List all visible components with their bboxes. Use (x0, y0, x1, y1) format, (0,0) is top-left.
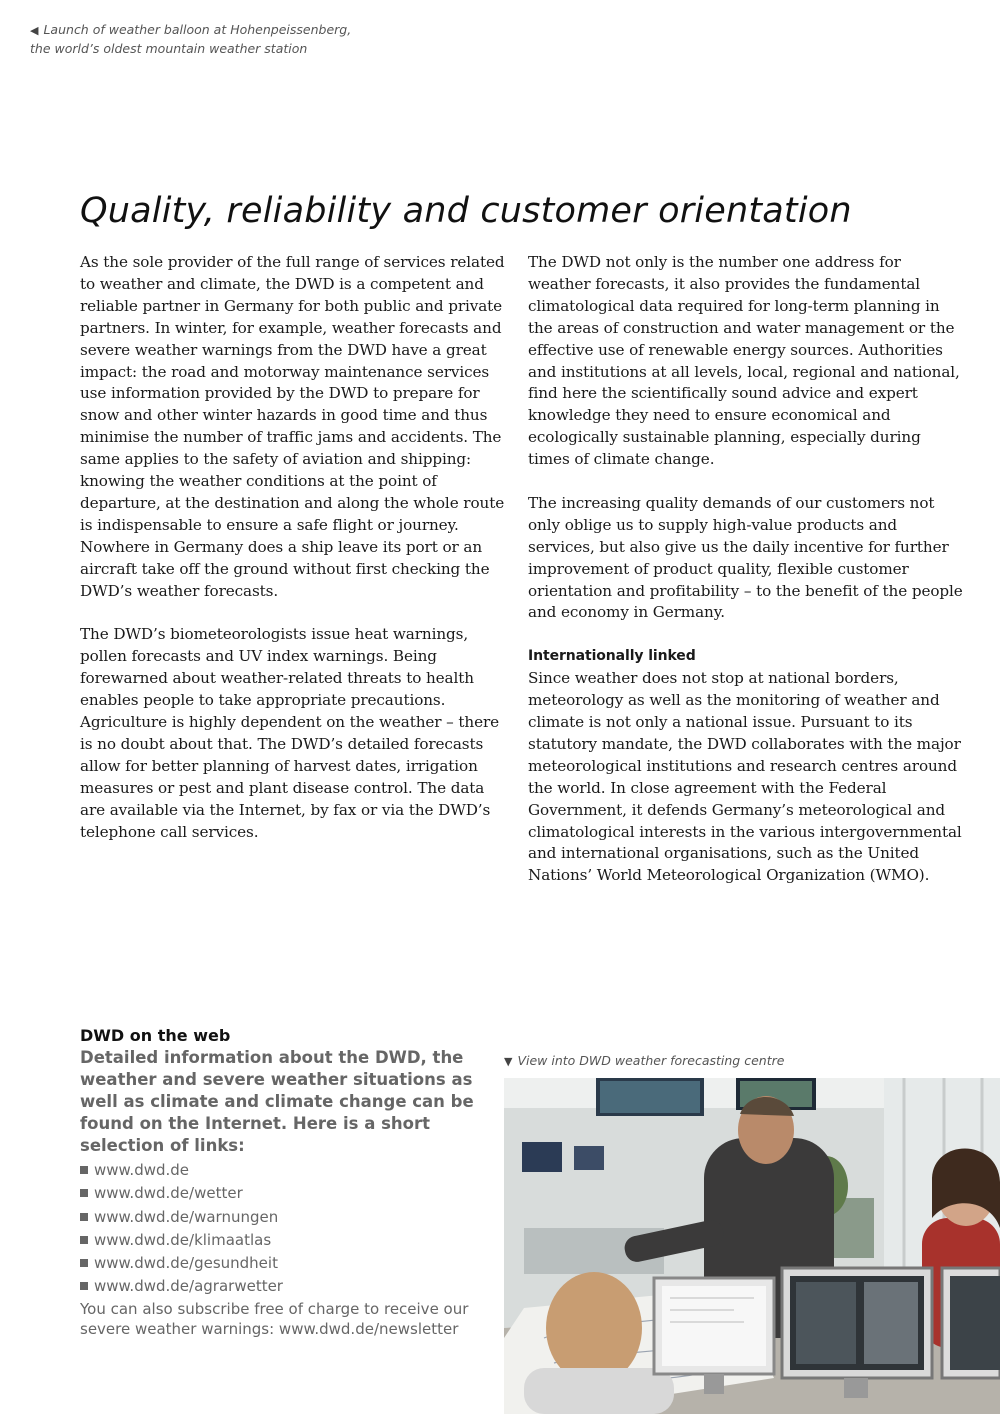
section-subheading: Internationally linked (528, 648, 696, 665)
triangle-down-icon: ▼ (504, 1055, 513, 1068)
left-column (80, 252, 508, 865)
caption-top-line2: the world’s oldest mountain weather station (30, 41, 308, 56)
square-bullet-icon (80, 1259, 88, 1267)
right-paragraph-3: Since weather does not stop at national borders, meteorology as well as the monitoring of weather and climate is not only a national issue. Pursuant to its statutory mandate, the DWD collaborates with the major meteorological institutions and research centres around the world. In close agreement with the Federal Government, it defends Germany’s meteorological and climatological interests in the various intergovernmental and international organisations, such as the United Nations’ World Meteorological Organization (WMO). (528, 669, 962, 885)
newsletter-note: You can also subscribe free of charge to receive our severe weather warnings: www.dwd.de/newsletter (80, 1299, 469, 1338)
link-text[interactable]: www.dwd.de/warnungen (94, 1207, 279, 1226)
link-item[interactable] (80, 1159, 500, 1182)
caption-bottom (504, 1052, 1000, 1071)
link-text[interactable]: www.dwd.de (94, 1161, 190, 1179)
caption-bottom-text: View into DWD weather forecasting centre (517, 1053, 785, 1068)
web-link-list (80, 1159, 500, 1299)
triangle-left-icon: ◀ (30, 24, 39, 37)
web-lead-text: Detailed information about the DWD, the weather and severe weather situations as well as climate and climate change can be found on the Internet. Here is a short selection of links: (80, 1048, 474, 1155)
link-item[interactable] (80, 1275, 500, 1298)
page-title: Quality, reliability and customer orientation (80, 191, 852, 231)
link-item[interactable] (80, 1182, 500, 1205)
square-bullet-icon (80, 1189, 88, 1197)
link-item[interactable] (80, 1252, 500, 1275)
square-bullet-icon (80, 1282, 88, 1290)
photo-illustration (504, 1078, 1000, 1414)
right-paragraph-1: The DWD not only is the number one address for weather forecasts, it also provides the fundamental climatological data required for long-term planning in the areas of construction and water management or the effective use of renewable energy sources. Authorities and institutions at all levels, local, regional and national, find here the scientifically sound advice and expert knowledge they need to ensure economical and ecologically sustainable planning, especially during times of climate change. (528, 253, 960, 469)
caption-top (30, 21, 410, 58)
left-paragraph-2: The DWD’s biometeorologists issue heat warnings, pollen forecasts and UV index warnings. Being forewarned about weather-related threats to health enables people to take appropriate precautions. Agriculture is highly dependent on the weather – there is no doubt about that. The DWD’s detailed forecasts allow for better planning of harvest dates, irrigation measures or pest and plant disease control. The data are available via the Internet, by fax or via the DWD’s telephone call services. (80, 625, 500, 841)
link-text[interactable]: www.dwd.de/gesundheit (94, 1254, 278, 1273)
link-item[interactable] (80, 1229, 500, 1252)
link-text[interactable]: www.dwd.de/agrarwetter (94, 1277, 283, 1296)
caption-top-line1: Launch of weather balloon at Hohenpeissenberg, (43, 22, 352, 37)
web-links-box (80, 1025, 500, 1339)
link-item[interactable] (80, 1206, 500, 1229)
web-heading: DWD on the web (80, 1026, 231, 1045)
square-bullet-icon (80, 1236, 88, 1244)
link-text[interactable]: www.dwd.de/klimaatlas (94, 1230, 272, 1249)
right-column (528, 252, 966, 909)
left-paragraph-1: As the sole provider of the full range of services related to weather and climate, the DWD is a competent and reliable partner in Germany for both public and private partners. In winter, for example, weather forecasts and severe weather warnings from the DWD have a great impact: the road and motorway maintenance services use information provided by the DWD to prepare for snow and other winter hazards in good time and thus minimise the number of traffic jams and accidents. The same applies to the safety of aviation and shipping: knowing the weather conditions at the point of departure, at the destination and along the whole route is indispensable to ensure a safe flight or journey. Nowhere in Germany does a ship leave its port or an aircraft take off the ground without first checking the DWD’s weather forecasts. (80, 253, 505, 600)
link-text[interactable]: www.dwd.de/wetter (94, 1184, 243, 1203)
forecasting-centre-photo (504, 1078, 1000, 1414)
square-bullet-icon (80, 1166, 88, 1174)
right-paragraph-2: The increasing quality demands of our customers not only oblige us to supply high-value products and services, but also give us the daily incentive for further improvement of product quality, flexible customer orientation and profitability – to the benefit of the people and economy in Germany. (528, 493, 963, 622)
square-bullet-icon (80, 1213, 88, 1221)
